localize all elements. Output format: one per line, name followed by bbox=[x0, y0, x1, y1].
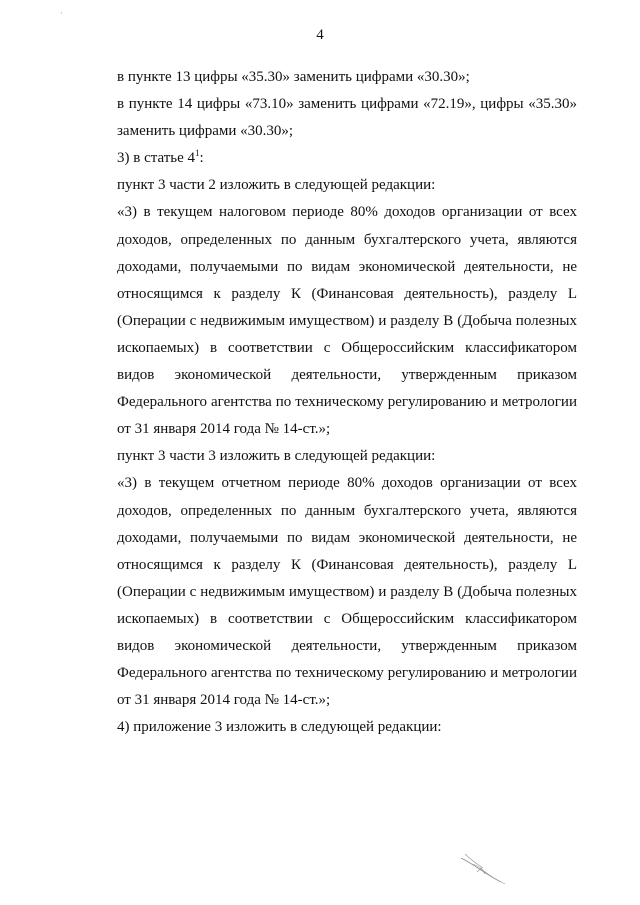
paragraph-article-heading bbox=[117, 145, 577, 172]
paragraph-part-2-text: «3) в текущем налоговом периоде 80% доходов организации от всех доходов, определенных по данным бухгалтерского учета, являются доходами, получаемыми по видам экономической деятельности, не относящимся к разделу К (Финансовая деятельность), разделу L (Операции с недвижимым имуществом) и разделу В (Добыча полезных ископаемых) в соответствии с Общероссийским классификатором видов экономической деятельности, утвержденным приказом Федерального агентства по техническому регулированию и метрологии от 31 января 2014 года № 14-ст.»; bbox=[117, 204, 577, 438]
paragraph-item-14: в пункте 14 цифры «73.10» заменить цифрами «72.19», цифры «35.30» заменить цифрами «30.30»; bbox=[117, 96, 577, 140]
corner-mark: · bbox=[60, 8, 63, 18]
document-body bbox=[117, 64, 577, 741]
paragraph-part-3-intro: пункт 3 части 3 изложить в следующей редакции: bbox=[117, 448, 436, 465]
paragraph-item-13: в пункте 13 цифры «35.30» заменить цифрами «30.30»; bbox=[117, 69, 470, 85]
signature-scribble bbox=[455, 850, 515, 890]
article-heading-text: 3) в статье 4 bbox=[117, 150, 196, 167]
page-number: 4 bbox=[316, 27, 324, 43]
article-heading-colon: : bbox=[199, 150, 204, 167]
paragraph-part-3-text: «3) в текущем отчетном периоде 80% доходов организации от всех доходов, определенных по данным бухгалтерского учета, являются доходами, получаемыми по видам экономической деятельности, не относящимся к разделу К (Финансовая деятельность), разделу L (Операции с недвижимым имуществом) и разделу В (Добыча полезных ископаемых) в соответствии с Общероссийским классификатором видов экономической деятельности, утвержденным приказом Федерального агентства по техническому регулированию и метрологии от 31 января 2014 года № 14-ст.»; bbox=[117, 475, 577, 709]
paragraph-part-2-intro: пункт 3 части 2 изложить в следующей редакции: bbox=[117, 177, 436, 194]
paragraph-appendix: 4) приложение 3 изложить в следующей редакции: bbox=[117, 719, 442, 736]
article-superscript: 1 bbox=[195, 148, 200, 159]
